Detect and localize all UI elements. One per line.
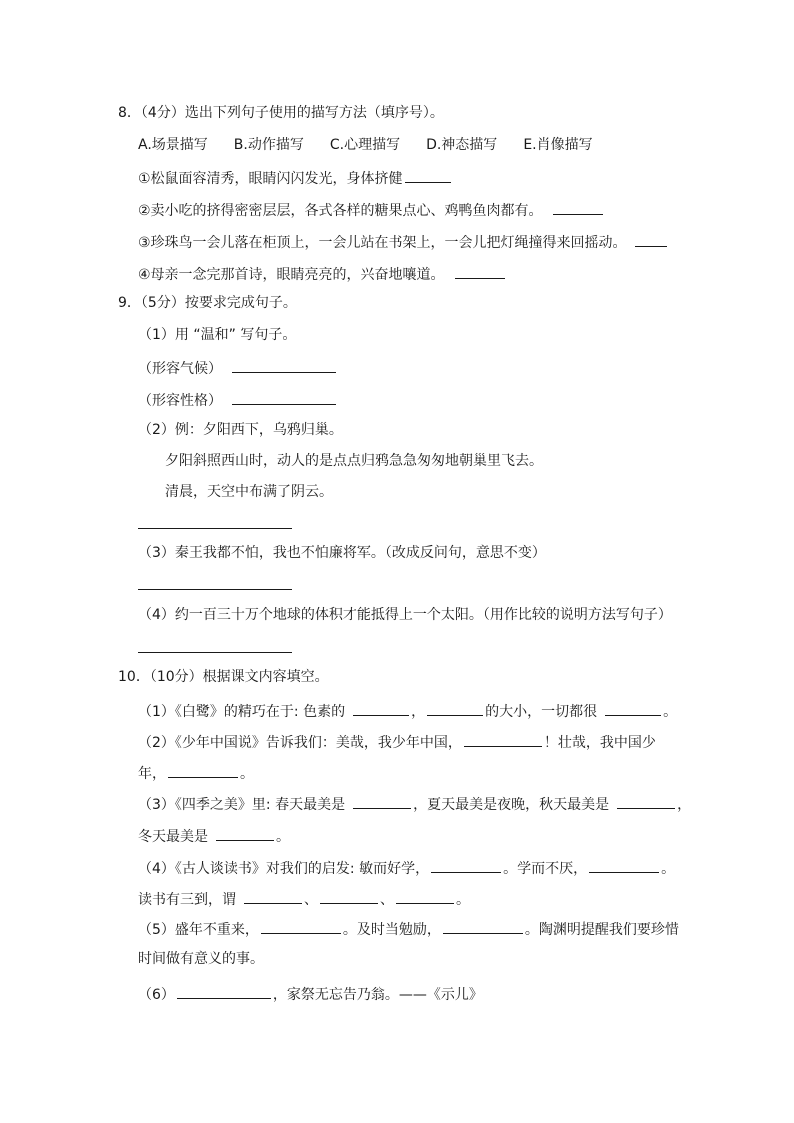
q10-line-4 [138, 857, 675, 877]
q10-2-text-b: ！壮哉，我中国少 [543, 735, 656, 751]
q10-line-4-cont [138, 888, 470, 908]
q9-part-2-example: 夕阳斜照西山时，动人的是点点归鸦急急匆匆地朝巢里飞去。 [165, 453, 543, 469]
q9-part-4: （4）约一百三十万个地球的体积才能抵得上一个太阳。（用作比较的说明方法写句子） [138, 607, 672, 623]
q8-answer-blank-1[interactable] [405, 167, 451, 183]
q10-2-blank-1[interactable] [464, 731, 542, 747]
q8-answer-blank-4[interactable] [455, 263, 505, 279]
q10-1-blank-1[interactable] [353, 700, 409, 716]
q10-4-blank-1[interactable] [431, 857, 501, 873]
q10-4-blank-3[interactable] [244, 888, 302, 904]
q9-title: 9．（5分）按要求完成句子。 [118, 295, 297, 311]
q9-part-1a [138, 357, 338, 377]
q8-item-2 [138, 199, 605, 219]
q8-item-3 [138, 231, 669, 251]
q10-1-text-d: 。 [663, 704, 678, 720]
q10-3-blank-2[interactable] [617, 793, 675, 809]
q10-6-blank-1[interactable] [177, 983, 271, 999]
q10-3-blank-3[interactable] [216, 825, 274, 841]
q10-4-text-c: 。 [661, 861, 676, 877]
q9-part-1b [138, 389, 338, 409]
q9-part-2-sentence: 清晨，天空中布满了阴云。 [165, 484, 333, 500]
q9-part-1: （1）用 “温和” 写句子。 [138, 327, 297, 343]
q9-answer-line-2[interactable] [138, 528, 292, 529]
q8-item-3-text: ③珍珠鸟一会儿落在柜顶上，一会儿站在书架上，一会儿把灯绳撞得来回摇动。 [138, 235, 627, 251]
q10-5-blank-1[interactable] [261, 918, 341, 934]
q10-line-3 [138, 793, 691, 813]
q10-title: 10．（10分）根据课文内容填空。 [118, 669, 329, 685]
q10-line-3-cont [138, 825, 290, 845]
q10-2-text-d: 。 [240, 766, 254, 782]
q10-1-text-c: 的大小，一切都很 [485, 704, 598, 720]
q10-4-text-d: 读书有三到，谓 [138, 892, 236, 908]
q10-3-text-b: ，夏天最美是夜晚，秋天最美是 [413, 797, 610, 813]
q10-4-blank-4[interactable] [320, 888, 378, 904]
q10-line-2-cont [138, 762, 254, 782]
q8-item-1-text: ①松鼠面容清秀，眼睛闪闪发光，身体挤健 [138, 171, 403, 187]
q10-2-text-a: （2）《少年中国说》告诉我们：美哉，我少年中国， [138, 735, 462, 751]
q10-4-text-g: 。 [456, 892, 470, 908]
q10-line-5 [138, 918, 679, 938]
q10-3-blank-1[interactable] [353, 793, 411, 809]
q10-5-text-c: 。陶渊明提醒我们要珍惜 [524, 922, 679, 938]
q10-2-text-c: 年， [138, 766, 166, 782]
q10-1-text-b: ， [411, 704, 426, 720]
q10-3-text-d: 冬天最美是 [138, 829, 208, 845]
q9-part-1b-label: （形容性格） [138, 393, 222, 409]
q8-option-b: B.动作描写 [233, 137, 304, 153]
q10-5-text-b: 。及时当勉励， [342, 922, 441, 938]
q9-answer-line-4[interactable] [138, 652, 292, 653]
q8-option-c: C.心理描写 [329, 137, 401, 153]
q8-item-2-text: ②卖小吃的挤得密密层层，各式各样的糖果点心、鸡鸭鱼肉都有。 [138, 203, 543, 219]
q10-line-6 [138, 983, 483, 1003]
q9-part-3: （3）秦王我都不怕，我也不怕廉将军。（改成反问句，意思不变） [138, 545, 546, 561]
q10-4-text-a: （4）《古人谈读书》对我们的启发: 敏而好学， [138, 861, 430, 877]
q8-title: 8．（4分）选出下列句子使用的描写方法（填序号）。 [118, 105, 444, 121]
q8-answer-blank-2[interactable] [553, 199, 603, 215]
q8-option-a: A.场景描写 [138, 137, 208, 153]
q10-3-text-a: （3）《四季之美》里: 春天最美是 [138, 797, 346, 813]
q10-1-blank-3[interactable] [605, 700, 661, 716]
q9-answer-personality[interactable] [232, 389, 336, 405]
q9-part-2: （2）例：夕阳西下，乌鸦归巢。 [138, 422, 343, 438]
q10-6-text-a: （6） [138, 987, 175, 1003]
q10-5-blank-2[interactable] [443, 918, 523, 934]
q10-1-text-a: （1）《白鹭》的精巧在于: 色素的 [138, 704, 346, 720]
q8-item-1 [138, 167, 453, 187]
q8-item-4 [138, 263, 507, 283]
q8-option-e: E.肖像描写 [523, 137, 593, 153]
q10-4-blank-2[interactable] [589, 857, 659, 873]
q9-answer-climate[interactable] [232, 357, 336, 373]
q9-answer-line-3[interactable] [138, 589, 292, 590]
q10-line-1 [138, 700, 677, 720]
q8-option-d: D.神态描写 [426, 137, 498, 153]
q10-3-text-c: ， [677, 797, 692, 813]
q10-3-text-e: 。 [276, 829, 290, 845]
q10-4-text-b: 。学而不厌， [503, 861, 588, 877]
q10-4-blank-5[interactable] [396, 888, 454, 904]
q10-4-text-f: 、 [380, 892, 394, 908]
q10-5-text-a: （5）盛年不重来， [138, 922, 259, 938]
q8-answer-blank-3[interactable] [635, 231, 667, 247]
q10-line-2 [138, 731, 656, 751]
q10-4-text-e: 、 [304, 892, 318, 908]
q9-part-1a-label: （形容气候） [138, 361, 222, 377]
q8-item-4-text: ④母亲一念完那首诗，眼睛亮亮的，兴奋地嚷道。 [138, 267, 445, 283]
q8-options [138, 135, 619, 155]
q10-line-5-cont: 时间做有意义的事。 [138, 951, 264, 967]
q10-2-blank-2[interactable] [168, 762, 238, 778]
q10-1-blank-2[interactable] [427, 700, 483, 716]
q10-6-text-b: ，家祭无忘告乃翁。——《示儿》 [272, 987, 483, 1003]
